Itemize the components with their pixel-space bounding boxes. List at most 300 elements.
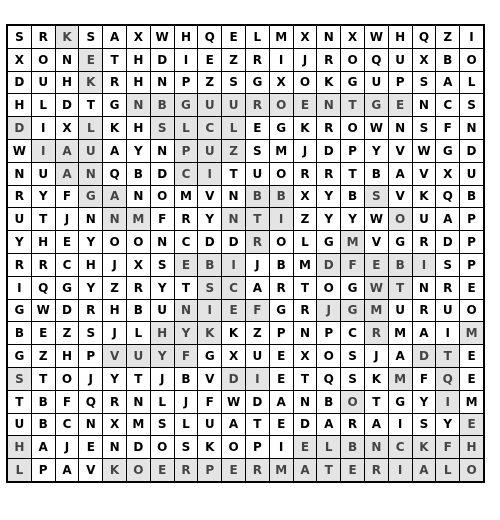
grid-cell[interactable]: A [412,459,436,482]
grid-cell[interactable]: N [55,48,79,71]
grid-cell[interactable]: R [341,413,365,436]
grid-cell[interactable]: G [103,94,127,117]
grid-cell[interactable]: S [79,322,103,345]
grid-cell[interactable]: O [269,94,293,117]
grid-cell[interactable]: Y [79,276,103,299]
grid-cell[interactable]: G [198,345,222,368]
grid-cell[interactable]: I [269,436,293,459]
grid-cell[interactable]: B [31,413,55,436]
grid-cell[interactable]: C [174,162,198,185]
grid-cell[interactable]: C [388,436,412,459]
grid-cell[interactable]: V [79,459,103,482]
grid-cell[interactable]: S [460,94,484,117]
grid-cell[interactable]: Y [79,231,103,254]
grid-cell[interactable]: Q [317,367,341,390]
grid-cell[interactable]: M [388,322,412,345]
grid-cell[interactable]: R [126,276,150,299]
grid-cell[interactable]: I [198,299,222,322]
grid-cell[interactable]: S [7,25,31,48]
grid-cell[interactable]: J [245,253,269,276]
grid-cell[interactable]: P [79,345,103,368]
grid-cell[interactable]: Y [150,276,174,299]
grid-cell[interactable]: G [7,299,31,322]
grid-cell[interactable]: M [269,139,293,162]
grid-cell[interactable]: Q [364,48,388,71]
grid-cell[interactable]: A [293,459,317,482]
grid-cell[interactable]: E [460,413,484,436]
grid-cell[interactable]: D [245,390,269,413]
grid-cell[interactable]: P [198,459,222,482]
grid-cell[interactable]: W [150,25,174,48]
grid-cell[interactable]: I [412,253,436,276]
grid-cell[interactable]: R [7,185,31,208]
grid-cell[interactable]: R [364,322,388,345]
grid-cell[interactable]: T [31,208,55,231]
grid-cell[interactable]: D [293,413,317,436]
grid-cell[interactable]: N [79,208,103,231]
grid-cell[interactable]: R [31,253,55,276]
grid-cell[interactable]: M [174,185,198,208]
grid-cell[interactable]: N [150,71,174,94]
grid-cell[interactable]: N [460,117,484,140]
grid-cell[interactable]: T [245,208,269,231]
grid-cell[interactable]: O [460,299,484,322]
grid-cell[interactable]: T [31,367,55,390]
grid-cell[interactable]: F [341,253,365,276]
grid-cell[interactable]: U [388,48,412,71]
grid-cell[interactable]: H [126,48,150,71]
grid-cell[interactable]: Y [436,413,460,436]
grid-cell[interactable]: F [150,208,174,231]
grid-cell[interactable]: N [364,436,388,459]
grid-cell[interactable]: G [55,276,79,299]
grid-cell[interactable]: T [317,459,341,482]
grid-cell[interactable]: A [436,208,460,231]
grid-cell[interactable]: I [269,48,293,71]
grid-cell[interactable]: N [174,299,198,322]
grid-cell[interactable]: P [174,71,198,94]
grid-cell[interactable]: D [412,345,436,368]
grid-cell[interactable]: J [174,390,198,413]
grid-cell[interactable]: I [222,253,246,276]
grid-cell[interactable]: J [317,299,341,322]
grid-cell[interactable]: S [436,253,460,276]
grid-cell[interactable]: H [7,94,31,117]
grid-cell[interactable]: D [198,231,222,254]
grid-cell[interactable]: K [55,25,79,48]
grid-cell[interactable]: A [412,322,436,345]
grid-cell[interactable]: Q [103,162,127,185]
grid-cell[interactable]: A [436,71,460,94]
grid-cell[interactable]: X [7,48,31,71]
grid-cell[interactable]: T [341,162,365,185]
grid-cell[interactable]: E [460,367,484,390]
grid-cell[interactable]: J [293,48,317,71]
grid-cell[interactable]: U [198,413,222,436]
grid-cell[interactable]: K [198,436,222,459]
grid-cell[interactable]: S [222,71,246,94]
grid-cell[interactable]: B [245,185,269,208]
grid-cell[interactable]: J [79,367,103,390]
grid-cell[interactable]: G [174,94,198,117]
grid-cell[interactable]: B [31,390,55,413]
grid-cell[interactable]: N [150,139,174,162]
grid-cell[interactable]: P [174,139,198,162]
grid-cell[interactable]: C [55,253,79,276]
grid-cell[interactable]: T [103,48,127,71]
grid-cell[interactable]: N [222,208,246,231]
grid-cell[interactable]: O [341,117,365,140]
grid-cell[interactable]: N [7,162,31,185]
grid-cell[interactable]: Q [412,25,436,48]
grid-cell[interactable]: O [388,208,412,231]
grid-cell[interactable]: I [31,139,55,162]
grid-cell[interactable]: H [55,345,79,368]
grid-cell[interactable]: T [7,390,31,413]
grid-cell[interactable]: W [364,208,388,231]
grid-cell[interactable]: U [79,139,103,162]
grid-cell[interactable]: C [55,413,79,436]
grid-cell[interactable]: W [364,117,388,140]
grid-cell[interactable]: W [222,390,246,413]
grid-cell[interactable]: T [245,413,269,436]
grid-cell[interactable]: B [126,162,150,185]
grid-cell[interactable]: U [412,208,436,231]
grid-cell[interactable]: B [198,253,222,276]
grid-cell[interactable]: H [55,71,79,94]
grid-cell[interactable]: E [245,117,269,140]
grid-cell[interactable]: G [7,345,31,368]
grid-cell[interactable]: U [198,94,222,117]
grid-cell[interactable]: B [436,48,460,71]
grid-cell[interactable]: V [364,231,388,254]
grid-cell[interactable]: G [317,231,341,254]
grid-cell[interactable]: L [126,322,150,345]
grid-cell[interactable]: N [222,185,246,208]
grid-cell[interactable]: U [126,345,150,368]
grid-cell[interactable]: O [317,345,341,368]
grid-cell[interactable]: A [31,436,55,459]
grid-cell[interactable]: U [436,299,460,322]
grid-cell[interactable]: G [388,231,412,254]
grid-cell[interactable]: F [55,185,79,208]
grid-cell[interactable]: F [198,390,222,413]
grid-cell[interactable]: B [388,253,412,276]
grid-cell[interactable]: R [245,459,269,482]
grid-cell[interactable]: E [341,459,365,482]
grid-cell[interactable]: Y [317,208,341,231]
grid-cell[interactable]: K [412,436,436,459]
grid-cell[interactable]: O [55,367,79,390]
grid-cell[interactable]: D [222,231,246,254]
grid-cell[interactable]: V [388,139,412,162]
grid-cell[interactable]: O [126,459,150,482]
grid-cell[interactable]: K [293,117,317,140]
grid-cell[interactable]: N [293,322,317,345]
grid-cell[interactable]: A [55,162,79,185]
grid-cell[interactable]: Q [79,390,103,413]
grid-cell[interactable]: L [31,94,55,117]
grid-cell[interactable]: L [317,436,341,459]
grid-cell[interactable]: S [412,117,436,140]
grid-cell[interactable]: B [341,185,365,208]
grid-cell[interactable]: H [126,117,150,140]
grid-cell[interactable]: D [150,48,174,71]
grid-cell[interactable]: P [460,208,484,231]
grid-cell[interactable]: Z [31,345,55,368]
grid-cell[interactable]: A [222,413,246,436]
grid-cell[interactable]: U [222,94,246,117]
grid-cell[interactable]: O [269,162,293,185]
grid-cell[interactable]: E [293,436,317,459]
grid-cell[interactable]: M [460,322,484,345]
grid-cell[interactable]: X [293,345,317,368]
grid-cell[interactable]: O [150,185,174,208]
grid-cell[interactable]: E [222,299,246,322]
grid-cell[interactable]: E [460,276,484,299]
grid-cell[interactable]: L [293,231,317,254]
grid-cell[interactable]: J [364,345,388,368]
grid-cell[interactable]: I [436,390,460,413]
grid-cell[interactable]: U [7,208,31,231]
grid-cell[interactable]: D [317,253,341,276]
grid-cell[interactable]: R [317,117,341,140]
grid-cell[interactable]: D [126,436,150,459]
grid-cell[interactable]: O [341,48,365,71]
grid-cell[interactable]: X [412,48,436,71]
grid-cell[interactable]: F [174,345,198,368]
grid-cell[interactable]: C [198,117,222,140]
grid-cell[interactable]: Z [293,208,317,231]
grid-cell[interactable]: Y [341,208,365,231]
grid-cell[interactable]: N [79,413,103,436]
grid-cell[interactable]: D [460,139,484,162]
grid-cell[interactable]: O [460,48,484,71]
grid-cell[interactable]: E [174,253,198,276]
grid-cell[interactable]: R [7,253,31,276]
grid-cell[interactable]: J [55,208,79,231]
grid-cell[interactable]: Z [436,25,460,48]
grid-cell[interactable]: I [388,413,412,436]
grid-cell[interactable]: P [341,139,365,162]
grid-cell[interactable]: O [317,276,341,299]
grid-cell[interactable]: H [126,71,150,94]
grid-cell[interactable]: Z [222,139,246,162]
grid-cell[interactable]: D [317,139,341,162]
grid-cell[interactable]: N [388,117,412,140]
grid-cell[interactable]: P [31,459,55,482]
grid-cell[interactable]: B [317,390,341,413]
grid-cell[interactable]: L [222,117,246,140]
grid-cell[interactable]: E [222,459,246,482]
grid-cell[interactable]: T [364,390,388,413]
grid-cell[interactable]: E [31,322,55,345]
grid-cell[interactable]: P [388,71,412,94]
grid-cell[interactable]: T [126,367,150,390]
grid-cell[interactable]: Y [364,139,388,162]
grid-cell[interactable]: Y [126,139,150,162]
grid-cell[interactable]: A [388,345,412,368]
grid-cell[interactable]: O [150,436,174,459]
grid-cell[interactable]: M [293,253,317,276]
grid-cell[interactable]: H [31,231,55,254]
grid-cell[interactable]: M [460,390,484,413]
grid-cell[interactable]: D [7,117,31,140]
grid-cell[interactable]: Z [198,71,222,94]
grid-cell[interactable]: O [222,436,246,459]
grid-cell[interactable]: R [245,48,269,71]
grid-cell[interactable]: X [103,413,127,436]
grid-cell[interactable]: X [55,117,79,140]
grid-cell[interactable]: R [174,459,198,482]
grid-cell[interactable]: I [388,459,412,482]
grid-cell[interactable]: C [341,322,365,345]
grid-cell[interactable]: T [388,276,412,299]
grid-cell[interactable]: Y [174,322,198,345]
grid-cell[interactable]: A [388,162,412,185]
grid-cell[interactable]: Y [412,390,436,413]
grid-cell[interactable]: X [341,25,365,48]
grid-cell[interactable]: S [174,436,198,459]
grid-cell[interactable]: T [222,162,246,185]
grid-cell[interactable]: N [79,162,103,185]
grid-cell[interactable]: K [412,185,436,208]
grid-cell[interactable]: G [364,94,388,117]
grid-cell[interactable]: F [412,367,436,390]
grid-cell[interactable]: R [293,162,317,185]
grid-cell[interactable]: F [436,436,460,459]
grid-cell[interactable]: T [293,367,317,390]
grid-cell[interactable]: W [364,25,388,48]
grid-cell[interactable]: E [364,253,388,276]
grid-cell[interactable]: P [245,436,269,459]
grid-cell[interactable]: A [364,413,388,436]
grid-cell[interactable]: E [388,94,412,117]
grid-cell[interactable]: M [269,25,293,48]
grid-cell[interactable]: B [460,185,484,208]
grid-cell[interactable]: H [79,253,103,276]
grid-cell[interactable]: S [150,413,174,436]
grid-cell[interactable]: O [460,459,484,482]
grid-cell[interactable]: W [31,299,55,322]
grid-cell[interactable]: G [436,139,460,162]
grid-cell[interactable]: N [103,208,127,231]
grid-cell[interactable]: U [388,299,412,322]
grid-cell[interactable]: P [460,231,484,254]
grid-cell[interactable]: L [245,25,269,48]
grid-cell[interactable]: D [55,299,79,322]
grid-cell[interactable]: P [269,322,293,345]
grid-cell[interactable]: C [436,94,460,117]
grid-cell[interactable]: D [222,367,246,390]
grid-cell[interactable]: U [245,162,269,185]
grid-cell[interactable]: F [436,117,460,140]
grid-cell[interactable]: J [293,139,317,162]
grid-cell[interactable]: G [341,299,365,322]
grid-cell[interactable]: G [269,299,293,322]
grid-cell[interactable]: U [7,413,31,436]
grid-cell[interactable]: X [126,25,150,48]
grid-cell[interactable]: V [103,345,127,368]
grid-cell[interactable]: H [460,436,484,459]
grid-cell[interactable]: L [174,413,198,436]
grid-cell[interactable]: A [103,185,127,208]
grid-cell[interactable]: R [317,48,341,71]
grid-cell[interactable]: L [174,117,198,140]
grid-cell[interactable]: R [293,299,317,322]
grid-cell[interactable]: K [364,367,388,390]
grid-cell[interactable]: B [174,367,198,390]
grid-cell[interactable]: G [79,185,103,208]
grid-cell[interactable]: P [460,253,484,276]
grid-cell[interactable]: N [126,185,150,208]
grid-cell[interactable]: R [436,276,460,299]
grid-cell[interactable]: S [364,185,388,208]
grid-cell[interactable]: L [460,71,484,94]
grid-cell[interactable]: Z [245,322,269,345]
grid-cell[interactable]: B [150,94,174,117]
grid-cell[interactable]: X [293,25,317,48]
grid-cell[interactable]: W [7,139,31,162]
grid-cell[interactable]: T [436,345,460,368]
grid-cell[interactable]: I [245,367,269,390]
grid-cell[interactable]: U [198,139,222,162]
grid-cell[interactable]: Y [103,367,127,390]
grid-cell[interactable]: I [460,25,484,48]
grid-cell[interactable]: E [293,94,317,117]
grid-cell[interactable]: O [126,231,150,254]
grid-cell[interactable]: A [269,390,293,413]
grid-cell[interactable]: B [126,299,150,322]
grid-cell[interactable]: B [7,322,31,345]
grid-cell[interactable]: T [293,276,317,299]
grid-cell[interactable]: S [150,253,174,276]
grid-cell[interactable]: Q [198,25,222,48]
grid-cell[interactable]: B [341,436,365,459]
grid-cell[interactable]: S [341,367,365,390]
grid-cell[interactable]: R [412,231,436,254]
grid-cell[interactable]: U [245,345,269,368]
grid-cell[interactable]: S [7,367,31,390]
grid-cell[interactable]: W [412,139,436,162]
grid-cell[interactable]: R [31,25,55,48]
grid-cell[interactable]: G [245,71,269,94]
grid-cell[interactable]: O [31,48,55,71]
grid-cell[interactable]: I [174,48,198,71]
grid-cell[interactable]: D [55,94,79,117]
grid-cell[interactable]: S [245,139,269,162]
grid-cell[interactable]: R [103,71,127,94]
grid-cell[interactable]: Q [436,185,460,208]
grid-cell[interactable]: D [7,71,31,94]
grid-cell[interactable]: W [364,276,388,299]
grid-cell[interactable]: Y [317,185,341,208]
grid-cell[interactable]: V [388,185,412,208]
grid-cell[interactable]: O [103,231,127,254]
grid-cell[interactable]: G [269,117,293,140]
grid-cell[interactable]: F [245,299,269,322]
grid-cell[interactable]: U [460,162,484,185]
grid-cell[interactable]: I [436,322,460,345]
grid-cell[interactable]: V [198,185,222,208]
grid-cell[interactable]: H [7,436,31,459]
grid-cell[interactable]: Y [198,208,222,231]
grid-cell[interactable]: E [150,459,174,482]
grid-cell[interactable]: A [55,459,79,482]
grid-cell[interactable]: C [222,276,246,299]
grid-cell[interactable]: T [341,94,365,117]
grid-cell[interactable]: M [364,299,388,322]
